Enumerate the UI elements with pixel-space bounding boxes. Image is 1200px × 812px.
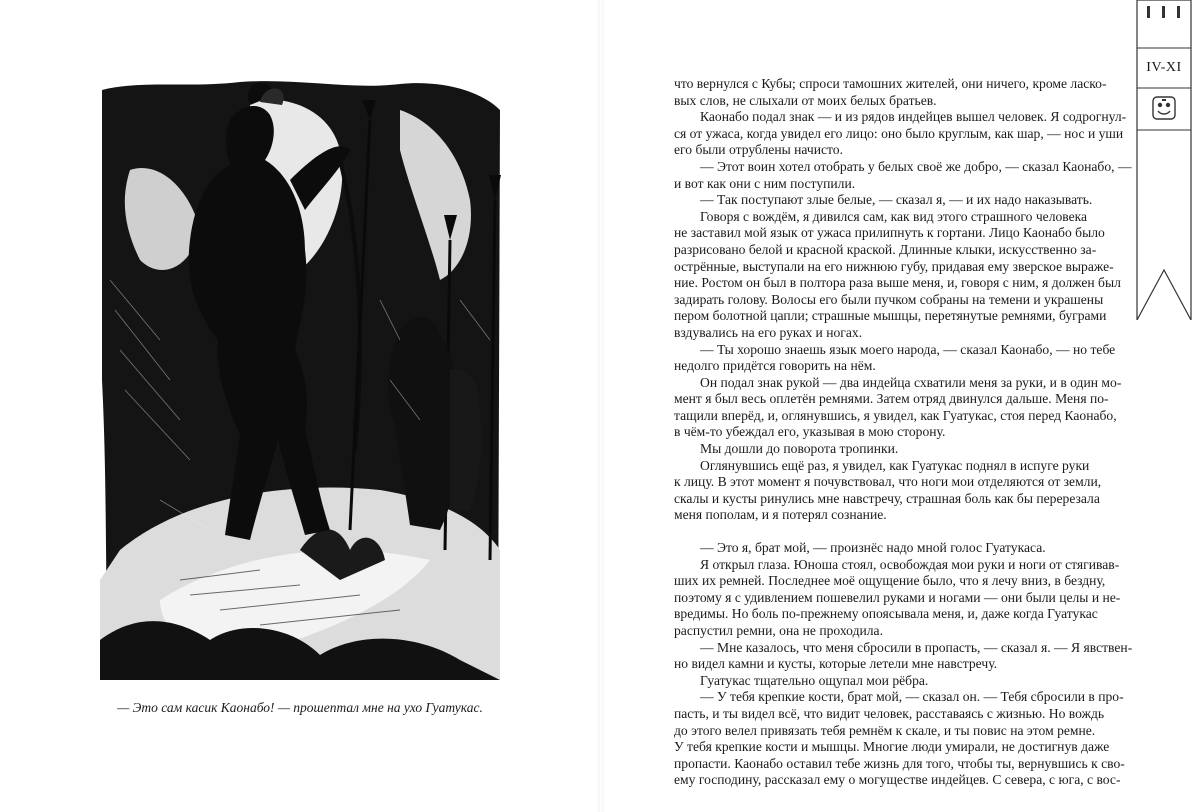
text-line: ние. Ростом он был в полтора раза выше меня, и, говоря с ним, я должен был [674, 275, 1121, 291]
text-line: распустил ремни, она не проходила. [674, 623, 883, 638]
text-line: Каонабо подал знак — и из рядов индейцев вышел человек. Я содрогнул- [700, 109, 1127, 125]
text-line: вых слов, не слыхали от моих белых братьев. [674, 92, 937, 108]
glyph-emblem-icon [1152, 96, 1176, 120]
text-line: — У тебя крепкие кости, брат мой, — сказал он. — Тебя сбросили в про- [700, 689, 1124, 705]
text-line: — Так поступают злые белые, — сказал я, — и их надо наказывать. [700, 192, 1093, 208]
text-line: недолго придётся говорить на нём. [674, 358, 876, 374]
text-line: — Это я, брат мой, — произнёс надо мной голос Гуатукаса. [700, 540, 1046, 556]
illustration-caption: — Это сам касик Каонабо! — прошептал мне на ухо Гуатукас. [117, 700, 483, 715]
text-line: Мы дошли до поворота тропинки. [700, 441, 899, 457]
text-line: задирать голову. Волосы его были пучком собраны на темени и украшены [674, 291, 1104, 307]
text-line: — Мне казалось, что меня сбросили в пропасть, — сказал я. — Я явствен- [700, 639, 1133, 655]
section-break [674, 524, 1086, 540]
chapter-label: IV-XI [1146, 60, 1182, 75]
text-line: пером болотной цапли; страшные мышцы, перетянутые ремнями, буграми [674, 308, 1107, 324]
text-line: не заставил мой язык от ужаса прилипнуть к гортани. Лицо Каонабо было [674, 225, 1105, 241]
text-line: тащили вперёд, и, оглянувшись, я увидел, как Гуатукас, стоя перед Каонабо, [674, 407, 1117, 423]
text-line: до этого велел привязать тебя ремнём к скале, и ты повис на этом ремне. [674, 722, 1096, 738]
page-text [674, 76, 1133, 789]
text-line: что вернулся с Кубы; спроси тамошних жителей, они ничего, кроме ласко- [674, 76, 1107, 91]
text-line: — Ты хорошо знаешь язык моего народа, — сказал Каонабо, — но тебе [700, 341, 1116, 357]
text-line: скалы и кусты ринулись мне навстречу, страшная боль как бы перерезала [674, 490, 1100, 506]
text-line: пасть, и ты видел всё, что видит человек, расставаясь с жизнью. Но вождь [674, 705, 1105, 721]
text-line: вздувались на его руках и ногах. [674, 324, 863, 340]
text-line: — Этот воин хотел отобрать у белых своё же добро, — сказал Каонабо, — [700, 158, 1132, 174]
text-line: но видел камни и кусты, которые летели мне навстречу. [674, 656, 998, 672]
ink-illustration [100, 80, 505, 680]
text-line: меня пополам, и я потерял сознание. [674, 507, 887, 523]
text-line: вредимы. Но боль по-прежнему опоясывала меня, и, даже когда Гуатукас [674, 606, 1098, 622]
text-line: ших их ремней. Последнее моё ощущение было, что я лечу вниз, в бездну, [674, 573, 1106, 589]
text-line: пропасти. Каонабо оставил тебе жизнь для того, чтобы ты, вернувшись к сво- [674, 755, 1125, 771]
text-line: разрисовано белой и красной краской. Длинные клыки, искусственно за- [674, 241, 1097, 257]
text-line: мент я был весь оплетён ремнями. Затем отряд двинулся дальше. Меня по- [674, 391, 1109, 407]
text-line: Говоря с вождём, я дивился сам, как вид этого страшного человека [700, 208, 1088, 224]
chapter-ribbon [1133, 0, 1195, 320]
text-line: в чём-то убеждал его, указывая в мою сторону. [674, 424, 946, 440]
page-gutter [598, 0, 604, 812]
text-line: и вот как они с ним поступили. [674, 175, 856, 191]
text-line: ся от ужаса, когда увидел его лицо: оно было круглым, как шар, — нос и уши [674, 125, 1124, 141]
text-line: к лицу. В этот момент я почувствовал, что ноги мои отделяются от земли, [674, 474, 1102, 490]
text-line: ему господину, рассказал ему о могуществе индейцев. С севера, с юга, с вос- [674, 772, 1121, 788]
text-line: Он подал знак рукой — два индейца схватили меня за руки, и в один мо- [700, 374, 1122, 390]
text-line: Гуатукас тщательно ощупал мои рёбра. [700, 672, 929, 688]
text-line: Оглянувшись ещё раз, я увидел, как Гуатукас поднял в испуге руки [700, 457, 1090, 473]
text-line: его были отрублены начисто. [674, 142, 843, 158]
text-line: Я открыл глаза. Юноша стоял, освобождая мои руки и ноги от стягивав- [700, 556, 1120, 572]
text-line: поэтому я с удивлением пошевелил руками и ногами — они были целы и не- [674, 589, 1121, 605]
text-line: острённые, выступали на его нижнюю губу, придавая ему зверское выраже- [674, 258, 1114, 274]
text-line: У тебя крепкие кости и мышцы. Многие люди умирали, не достигнув даже [674, 739, 1110, 755]
